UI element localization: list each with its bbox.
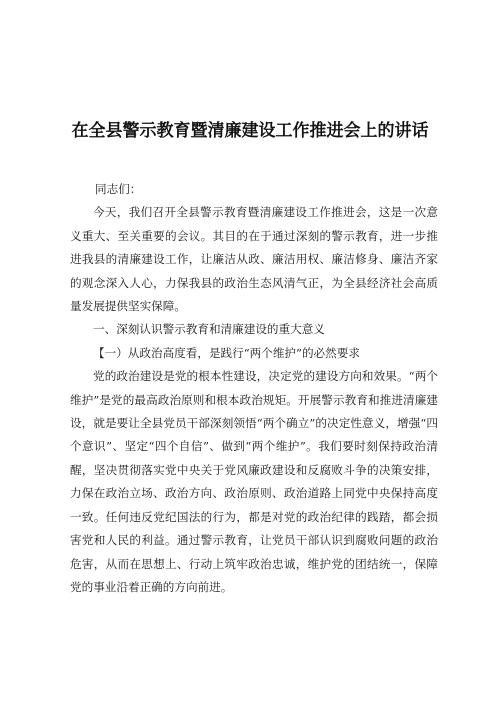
section-heading: 一、深刻认识警示教育和清廉建设的重大意义 [93, 322, 325, 337]
document-title: 在全县警示教育暨清廉建设工作推进会上的讲话 [71, 121, 429, 141]
document-body [70, 178, 438, 599]
salutation: 同志们： [95, 182, 142, 196]
paragraph-section: 党的政治建设是党的根本性建设，决定党的建设方向和效果。“两个维护”是党的最高政治原则和根本政治规矩。开展警示教育和推进清廉建设，就是要让全县党员干部深刻领悟“两个确立”的决定性意义，增强“四个意识”、坚定“四个自信”、做到“两个维护”。我们要时刻保持政治清醒，坚决贯彻落实党中央关于党风廉政建设和反腐败斗争的决策安排，力保在政治立场、政治方向、政治原则、政治道路上同党中央保持高度一致。任何违反党纪国法的行为，都是对党的政治纪律的践踏，都会损害党和人民的利益。通过警示教育，让党员干部认识到腐败问题的政治危害，从而在思想上、行动上筑牢政治忠诚，维护党的团结统一，保障党的事业沿着正确的方向前进。 [70, 369, 438, 594]
paragraph-opening: 今天，我们召开全县警示教育暨清廉建设工作推进会，这是一次意义重大、至关重要的会议。其目的在于通过深刻的警示教育，进一步推进我县的清廉建设工作，让廉洁从政、廉洁用权、廉洁修身、廉洁齐家的观念深入人心，力保我县的政治生态风清气正，为全县经济社会高质量发展提供坚实保障。 [70, 205, 438, 314]
sub-heading: 【一）从政治高度看，是践行“两个维护”的必然要求 [93, 345, 360, 360]
